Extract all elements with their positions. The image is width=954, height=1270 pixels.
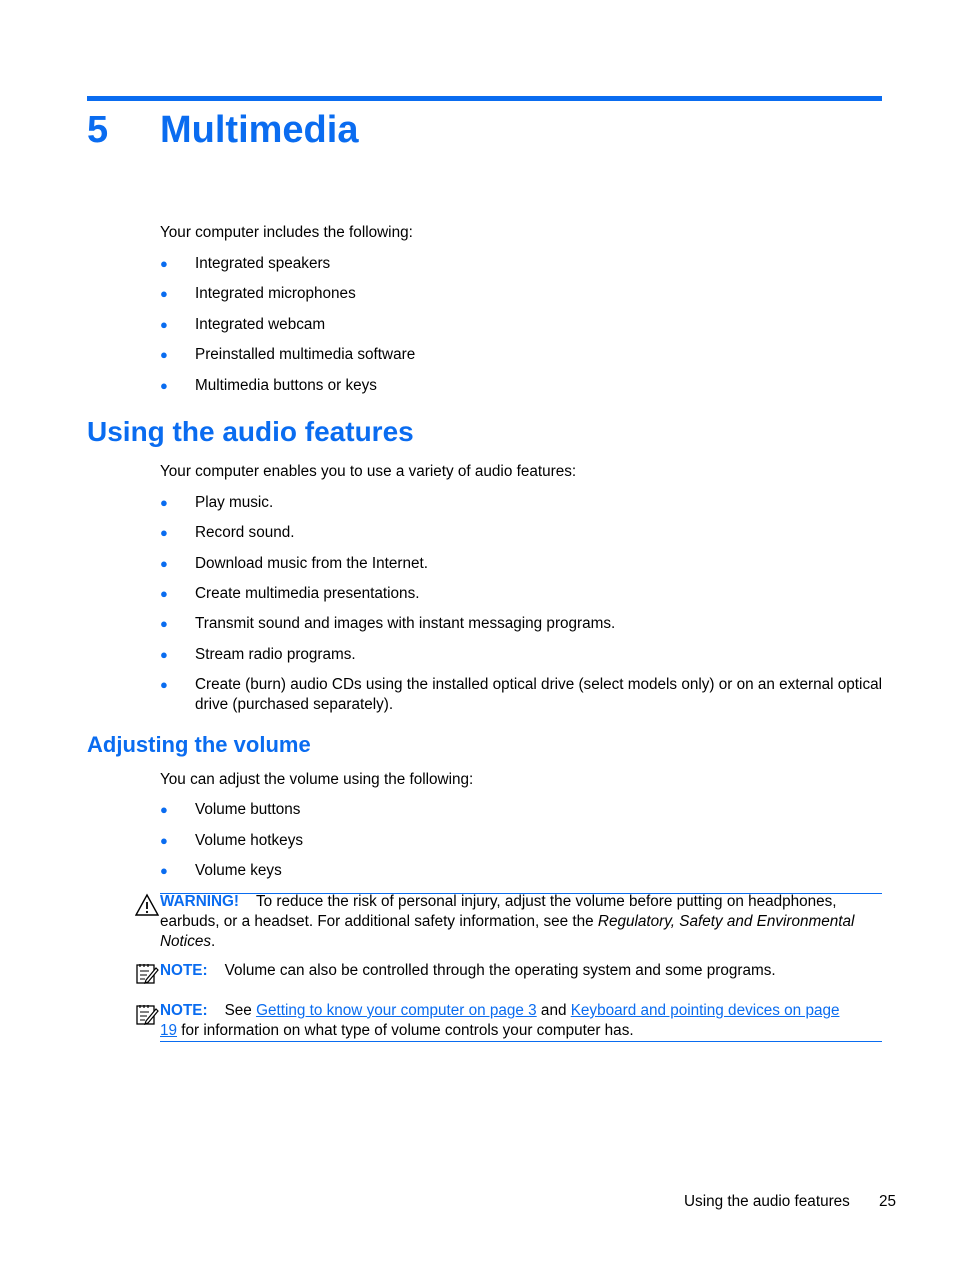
note-operating-system bbox=[160, 961, 882, 981]
bullet-icon: ● bbox=[160, 677, 168, 692]
note-label: NOTE: bbox=[160, 1002, 208, 1019]
intro-item-text: Integrated microphones bbox=[195, 285, 356, 302]
intro-text: Your computer includes the following: bbox=[160, 224, 413, 241]
audio-item-text: Create (burn) audio CDs using the installed optical drive (select models only) or on an external optical drive (purchased separately). bbox=[195, 676, 883, 713]
volume-item-text: Volume hotkeys bbox=[195, 832, 303, 849]
warning-text-end: . bbox=[211, 933, 216, 950]
bullet-icon: ● bbox=[160, 616, 168, 631]
note-and: and bbox=[536, 1002, 571, 1019]
link-keyboard-pointing[interactable]: Keyboard and pointing devices on page 19 bbox=[160, 1002, 840, 1039]
warning-emphasis: Regulatory, Safety and Environmental Notices bbox=[160, 913, 855, 950]
warning-text: To reduce the risk of personal injury, adjust the volume before putting on headphones, earbuds, or a headset. For additional safety information, see the bbox=[160, 893, 837, 930]
audio-heading: Using the audio features bbox=[87, 416, 414, 447]
warning-triangle-icon bbox=[135, 893, 159, 917]
note-bottom-rule bbox=[160, 1041, 882, 1042]
intro-item-text: Integrated speakers bbox=[195, 255, 331, 272]
note-pad-icon bbox=[135, 1002, 159, 1026]
note-see-references bbox=[160, 1001, 840, 1041]
bullet-icon: ● bbox=[160, 647, 168, 662]
note-pad-icon bbox=[135, 961, 159, 985]
bullet-icon: ● bbox=[160, 495, 168, 510]
warning-notice bbox=[160, 892, 882, 952]
note-text-end: for information on what type of volume controls your computer has. bbox=[177, 1022, 634, 1039]
note-text: Volume can also be controlled through the operating system and some programs. bbox=[224, 962, 776, 979]
bullet-icon: ● bbox=[160, 286, 168, 301]
audio-item-text: Create multimedia presentations. bbox=[195, 585, 420, 602]
bullet-icon: ● bbox=[160, 863, 168, 878]
bullet-icon: ● bbox=[160, 525, 168, 540]
intro-item-text: Preinstalled multimedia software bbox=[195, 346, 416, 363]
footer-page-number: 25 bbox=[879, 1193, 897, 1210]
volume-heading: Adjusting the volume bbox=[87, 732, 311, 757]
audio-item-text: Transmit sound and images with instant messaging programs. bbox=[195, 615, 616, 632]
bullet-icon: ● bbox=[160, 556, 168, 571]
footer-section-title: Using the audio features bbox=[684, 1193, 850, 1210]
bullet-icon: ● bbox=[160, 347, 168, 362]
intro-item-text: Multimedia buttons or keys bbox=[195, 377, 377, 394]
bullet-icon: ● bbox=[160, 317, 168, 332]
chapter-title: Multimedia bbox=[160, 109, 359, 151]
chapter-number: 5 bbox=[87, 109, 109, 151]
audio-item-text: Record sound. bbox=[195, 524, 295, 541]
intro-item-text: Integrated webcam bbox=[195, 316, 326, 333]
bullet-icon: ● bbox=[160, 586, 168, 601]
audio-item-text: Stream radio programs. bbox=[195, 646, 356, 663]
chapter-rule bbox=[87, 96, 882, 101]
volume-intro-text: You can adjust the volume using the following: bbox=[160, 771, 474, 788]
audio-intro-text: Your computer enables you to use a variety of audio features: bbox=[160, 463, 577, 480]
bullet-icon: ● bbox=[160, 833, 168, 848]
note-label: NOTE: bbox=[160, 962, 208, 979]
note-see: See bbox=[224, 1002, 257, 1019]
bullet-icon: ● bbox=[160, 378, 168, 393]
audio-item-text: Download music from the Internet. bbox=[195, 555, 428, 572]
volume-item-text: Volume buttons bbox=[195, 801, 301, 818]
audio-item-text: Play music. bbox=[195, 494, 274, 511]
volume-item-text: Volume keys bbox=[195, 862, 282, 879]
bullet-icon: ● bbox=[160, 256, 168, 271]
warning-label: WARNING! bbox=[160, 893, 240, 910]
link-getting-to-know[interactable]: Getting to know your computer on page 3 bbox=[256, 1002, 537, 1019]
bullet-icon: ● bbox=[160, 802, 168, 817]
